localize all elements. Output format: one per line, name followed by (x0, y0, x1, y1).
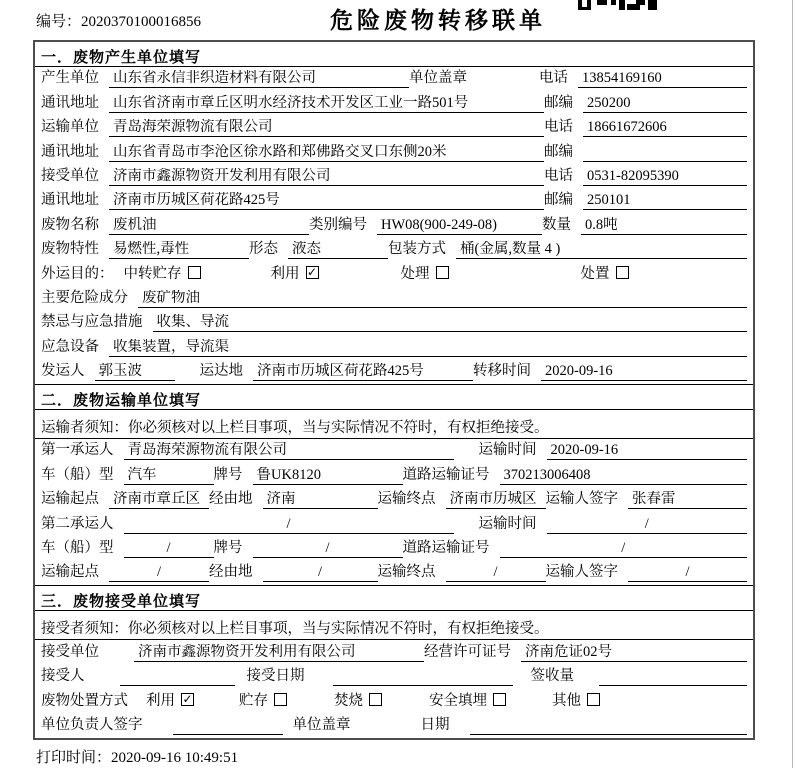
field-label: 运输起点 (41, 564, 99, 581)
field-value: 济南市历城区荷花路425号 (109, 192, 544, 210)
field-label: 运输起点 (41, 491, 99, 508)
field-value: / (446, 564, 546, 582)
field-value: HW08(900-249-08) (377, 217, 542, 235)
field-value (583, 144, 747, 162)
form-row (35, 439, 753, 463)
form-row (35, 213, 753, 237)
checkbox-unchecked-icon (188, 266, 201, 279)
checkbox (334, 689, 382, 711)
field-value: 山东省青岛市李沧区徐水路和郑佛路交叉口东侧20米 (109, 144, 544, 162)
checkbox (429, 689, 506, 711)
field-label: 数量 (542, 216, 571, 233)
checkbox-label: 中转贮存 (123, 265, 182, 282)
form-row (35, 311, 753, 335)
field-value: / (628, 564, 747, 582)
field-label: 第二承运人 (41, 515, 114, 532)
field-value: 青岛海荣源物流有限公司 (109, 119, 544, 137)
field-value: 济南 (263, 491, 378, 509)
form-row (35, 189, 753, 213)
checkbox (401, 262, 449, 284)
field-label: 牌号 (213, 466, 243, 483)
field-label: 日期 (420, 716, 450, 733)
field-value: / (253, 540, 403, 558)
notice-text: 接受者须知：你必须核对以上栏目事项，当与实际情况不符时，有权拒绝接受。 (35, 611, 753, 640)
checkbox-label: 处理 (400, 265, 430, 282)
field-value: / (500, 540, 748, 558)
field-label: 外运目的： (41, 265, 114, 282)
spacer (351, 734, 421, 735)
form-row (35, 360, 753, 384)
qr-code-fragment (578, 0, 658, 11)
spacer (201, 283, 271, 284)
spacer (513, 685, 531, 686)
field-value: 山东省永信非织造材料有限公司 (109, 70, 409, 88)
spacer (235, 685, 247, 686)
checkbox-label: 利用 (270, 265, 300, 282)
field-value: / (547, 516, 748, 534)
checkbox-unchecked-icon (493, 693, 506, 706)
section-title: 三．废物接受单位填写 (35, 586, 753, 611)
section-title: 二．废物运输单位填写 (35, 385, 753, 410)
form-row (35, 116, 753, 140)
field-value: 青岛海荣源物流有限公司 (124, 442, 454, 460)
field-label: 运输时间 (478, 442, 537, 459)
notice-text: 运输者须知：你必须核对以上栏目事项，当与实际情况不符时，有权拒绝接受。 (35, 410, 753, 439)
field-label: 邮编 (544, 94, 573, 111)
field-value: / (124, 516, 454, 534)
form-row (35, 537, 753, 561)
field-label: 邮编 (544, 143, 573, 160)
spacer (175, 380, 200, 381)
field-value: 易燃性,毒性 (109, 241, 249, 259)
spacer (287, 710, 334, 711)
checkbox-unchecked-icon (274, 693, 287, 706)
checkbox (581, 262, 629, 284)
spacer (449, 283, 581, 284)
field-value: 2020-09-16 (541, 363, 747, 381)
checkbox (239, 689, 287, 711)
field-label: 产生单位 (41, 70, 99, 87)
checkbox-checked-icon: ✓ (306, 265, 318, 280)
field-label: 废物处置方式 (41, 692, 128, 709)
section (35, 384, 753, 585)
field-label: 接受单位 (41, 167, 99, 184)
spacer (460, 734, 470, 735)
field-value: 汽车 (124, 467, 214, 485)
spacer (319, 283, 401, 284)
spacer (467, 87, 539, 88)
field-label: 经由地 (209, 564, 253, 581)
field-value: 济南危证02号 (521, 644, 747, 662)
spacer (109, 661, 134, 662)
spacer (95, 685, 120, 686)
field-value (333, 668, 513, 686)
form-row (35, 488, 753, 512)
field-label: 运达地 (199, 363, 243, 380)
field-label: 牌号 (213, 540, 243, 557)
checkbox (552, 689, 600, 711)
field-label: 运输终点 (377, 564, 436, 581)
form-row (35, 463, 753, 487)
print-time (36, 746, 238, 767)
serial-value: 2020370100016856 (81, 14, 202, 30)
checkbox-label: 焚烧 (334, 692, 363, 709)
checkbox-label: 贮存 (239, 692, 268, 709)
field-value: 液态 (288, 241, 388, 259)
section (35, 585, 753, 738)
form-row (35, 640, 753, 664)
page-edge-line (792, 0, 793, 768)
spacer (153, 734, 173, 735)
field-label: 包装方式 (388, 241, 446, 258)
form-row (35, 561, 753, 585)
checkbox-unchecked-icon (436, 266, 449, 279)
checkbox-unchecked-icon (587, 693, 600, 706)
page-title: 危险废物转移联单 (330, 7, 546, 33)
field-label: 形态 (249, 241, 278, 258)
checkbox-label: 利用 (146, 692, 175, 709)
field-value: 收集装置，导流渠 (109, 339, 747, 357)
spacer (194, 710, 239, 711)
field-value: 2020-09-16 (547, 442, 748, 460)
field-label: 通讯地址 (41, 192, 99, 209)
field-value: 济南市章丘区 (109, 491, 209, 509)
checkbox-unchecked-icon (616, 266, 629, 279)
serial-number (36, 10, 201, 31)
spacer (506, 710, 552, 711)
checkbox-label: 处置 (580, 265, 610, 282)
spacer (138, 710, 146, 711)
field-value: 鲁UK8120 (253, 467, 403, 485)
serial-label: 编号： (36, 14, 82, 30)
checkbox (271, 262, 319, 284)
field-label: 接受单位 (41, 643, 99, 660)
field-label: 禁忌与应急措施 (41, 314, 143, 331)
field-label: 电话 (544, 167, 573, 184)
spacer (382, 710, 429, 711)
field-label: 运输人签字 (545, 564, 618, 581)
field-value: 0.8吨 (581, 217, 747, 235)
form-row (35, 165, 753, 189)
field-value: 济南市鑫源物资开发利用有限公司 (109, 168, 544, 186)
field-value: 桶(金属,数量 4 ) (456, 241, 747, 259)
form-row (35, 140, 753, 164)
field-label: 运输终点 (377, 491, 436, 508)
form-row (35, 665, 753, 689)
spacer (584, 685, 599, 686)
checkbox (146, 689, 194, 711)
field-label: 废物名称 (41, 216, 99, 233)
field-label: 经营许可证号 (424, 643, 511, 660)
field-label: 发运人 (41, 363, 85, 380)
section-title: 一．废物产生单位填写 (35, 42, 753, 67)
field-value (470, 717, 748, 735)
field-label: 通讯地址 (41, 94, 99, 111)
field-label: 运输人签字 (545, 491, 618, 508)
checkbox (124, 262, 201, 284)
field-value: 济南市历城区 (446, 491, 546, 509)
print-time-label: 打印时间： (36, 750, 112, 766)
field-label: 应急设备 (41, 338, 99, 355)
print-time-value: 2020-09-16 10:49:51 (111, 750, 239, 766)
form-row (35, 287, 753, 311)
field-label: 运输时间 (478, 515, 537, 532)
field-value: 收集、导流 (153, 314, 748, 332)
field-label: 道路运输证号 (402, 540, 490, 557)
field-label: 运输单位 (41, 119, 99, 136)
field-label: 车（船）型 (41, 540, 114, 557)
field-label: 主要危险成分 (41, 289, 128, 306)
field-value: / (124, 540, 214, 558)
field-value: 13854169160 (578, 70, 747, 88)
form-row (35, 91, 753, 115)
spacer (454, 459, 479, 460)
field-value: 济南市鑫源物资开发利用有限公司 (134, 644, 424, 662)
field-value: 废矿物油 (138, 290, 747, 308)
checkbox-label: 安全填埋 (429, 692, 487, 709)
field-value: 250200 (583, 95, 747, 113)
field-label: 单位负责人签字 (41, 716, 143, 733)
form-row (35, 67, 753, 91)
field-label: 第一承运人 (41, 442, 114, 459)
field-value: / (263, 564, 378, 582)
field-value: 济南市历城区荷花路425号 (253, 363, 473, 381)
field-value: 0531-82095390 (583, 168, 747, 186)
field-label: 通讯地址 (41, 143, 99, 160)
form-row (35, 689, 753, 713)
field-value: 370213006408 (500, 467, 748, 485)
field-value: 郭玉波 (95, 363, 175, 381)
form-row (35, 512, 753, 536)
spacer (283, 734, 293, 735)
field-label: 废物特性 (41, 241, 99, 258)
form-row (35, 238, 753, 262)
field-label: 签收量 (530, 668, 574, 685)
field-value: 250101 (583, 192, 747, 210)
field-value: 张春雷 (628, 491, 747, 509)
field-label: 转移时间 (473, 363, 531, 380)
field-value: 山东省济南市章丘区明水经济技术开发区工业一路501号 (109, 95, 544, 113)
field-label: 经由地 (209, 491, 253, 508)
field-label: 接受日期 (246, 668, 305, 685)
field-value: 18661672606 (583, 119, 747, 137)
spacer (454, 533, 479, 534)
form-row (35, 262, 753, 286)
field-label: 电话 (544, 119, 573, 136)
static-text: 单位盖章 (292, 716, 351, 733)
field-label: 接受人 (41, 668, 85, 685)
checkbox-unchecked-icon (369, 693, 382, 706)
field-value (173, 717, 283, 735)
form-row (35, 714, 753, 738)
field-label: 车（船）型 (41, 466, 114, 483)
checkbox-checked-icon: ✓ (182, 692, 193, 707)
field-label: 电话 (539, 70, 568, 87)
field-label: 邮编 (544, 192, 573, 209)
field-value (120, 668, 235, 686)
field-label: 道路运输证号 (402, 466, 490, 483)
manifest-form (33, 40, 755, 740)
field-value: / (109, 564, 209, 582)
spacer (315, 685, 333, 686)
field-value (599, 668, 747, 686)
field-value: 废机油 (109, 217, 309, 235)
field-label: 类别编号 (309, 216, 367, 233)
static-text: 单位盖章 (409, 70, 467, 87)
checkbox-label: 其他 (552, 692, 581, 709)
form-row (35, 335, 753, 359)
section (35, 42, 753, 384)
